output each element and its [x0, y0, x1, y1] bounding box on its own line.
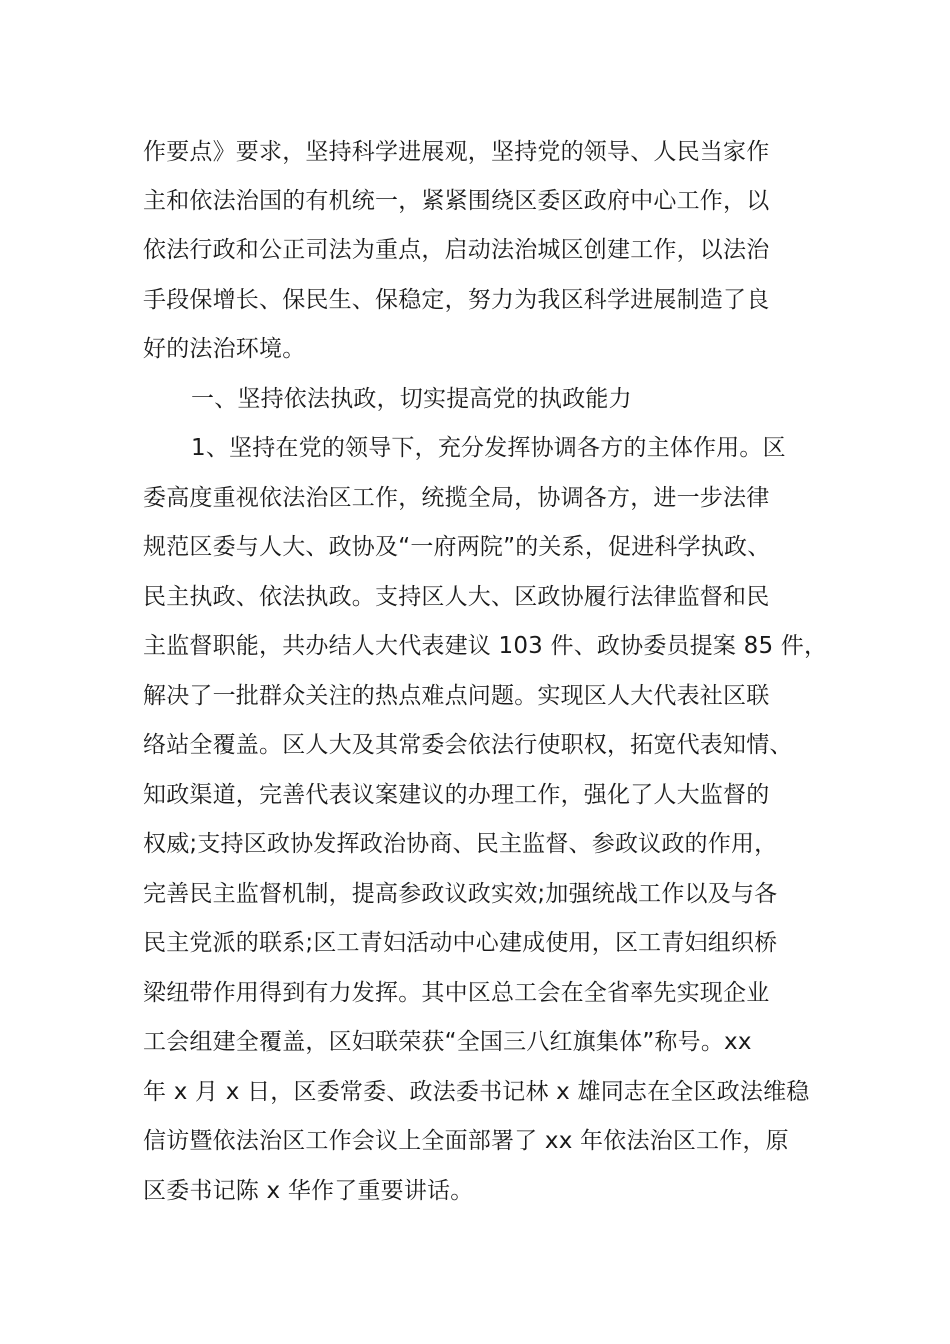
- paragraph-line: 区委书记陈 x 华作了重要讲话。: [143, 1178, 474, 1204]
- paragraph-line: 权威;支持区政协发挥政治协商、民主监督、参政议政的作用，: [143, 831, 778, 857]
- paragraph-line: 民主党派的联系;区工青妇活动中心建成使用，区工青妇组织桥: [143, 930, 778, 956]
- section-heading: 一、坚持依法执政，切实提高党的执政能力: [191, 386, 632, 412]
- paragraph-line: 梁纽带作用得到有力发挥。其中区总工会在全省率先实现企业: [143, 980, 770, 1006]
- paragraph-line: 主和依法治国的有机统一，紧紧围绕区委区政府中心工作，以: [143, 188, 770, 214]
- paragraph-line: 作要点》要求，坚持科学进展观，坚持党的领导、人民当家作: [143, 139, 770, 165]
- paragraph-line: 信访暨依法治区工作会议上全面部署了 xx 年依法治区工作，原: [143, 1128, 789, 1154]
- paragraph-line: 主监督职能，共办结人大代表建议 103 件、政协委员提案 85 件，: [143, 633, 828, 659]
- paragraph-line: 解决了一批群众关注的热点难点问题。实现区人大代表社区联: [143, 683, 770, 709]
- paragraph-line: 依法行政和公正司法为重点，启动法治城区创建工作，以法治: [143, 237, 770, 263]
- paragraph-line: 好的法治环境。: [143, 336, 306, 362]
- paragraph-line: 民主执政、依法执政。支持区人大、区政协履行法律监督和民: [143, 584, 770, 610]
- paragraph-line: 知政渠道，完善代表议案建议的办理工作，强化了人大监督的: [143, 782, 770, 808]
- paragraph-line: 规范区委与人大、政协及“一府两院”的关系，促进科学执政、: [143, 534, 771, 560]
- paragraph-line: 完善民主监督机制，提高参政议政实效;加强统战工作以及与各: [143, 881, 778, 907]
- paragraph-line: 1、坚持在党的领导下，充分发挥协调各方的主体作用。区: [191, 435, 786, 461]
- paragraph-line: 工会组建全覆盖，区妇联荣获“全国三八红旗集体”称号。xx: [143, 1029, 752, 1055]
- paragraph-line: 络站全覆盖。区人大及其常委会依法行使职权，拓宽代表知情、: [143, 732, 793, 758]
- paragraph-line: 委高度重视依法治区工作，统揽全局，协调各方，进一步法律: [143, 485, 770, 511]
- paragraph-line: 手段保增长、保民生、保稳定，努力为我区科学进展制造了良: [143, 287, 770, 313]
- paragraph-line: 年 x 月 x 日，区委常委、政法委书记林 x 雄同志在全区政法维稳: [143, 1079, 810, 1105]
